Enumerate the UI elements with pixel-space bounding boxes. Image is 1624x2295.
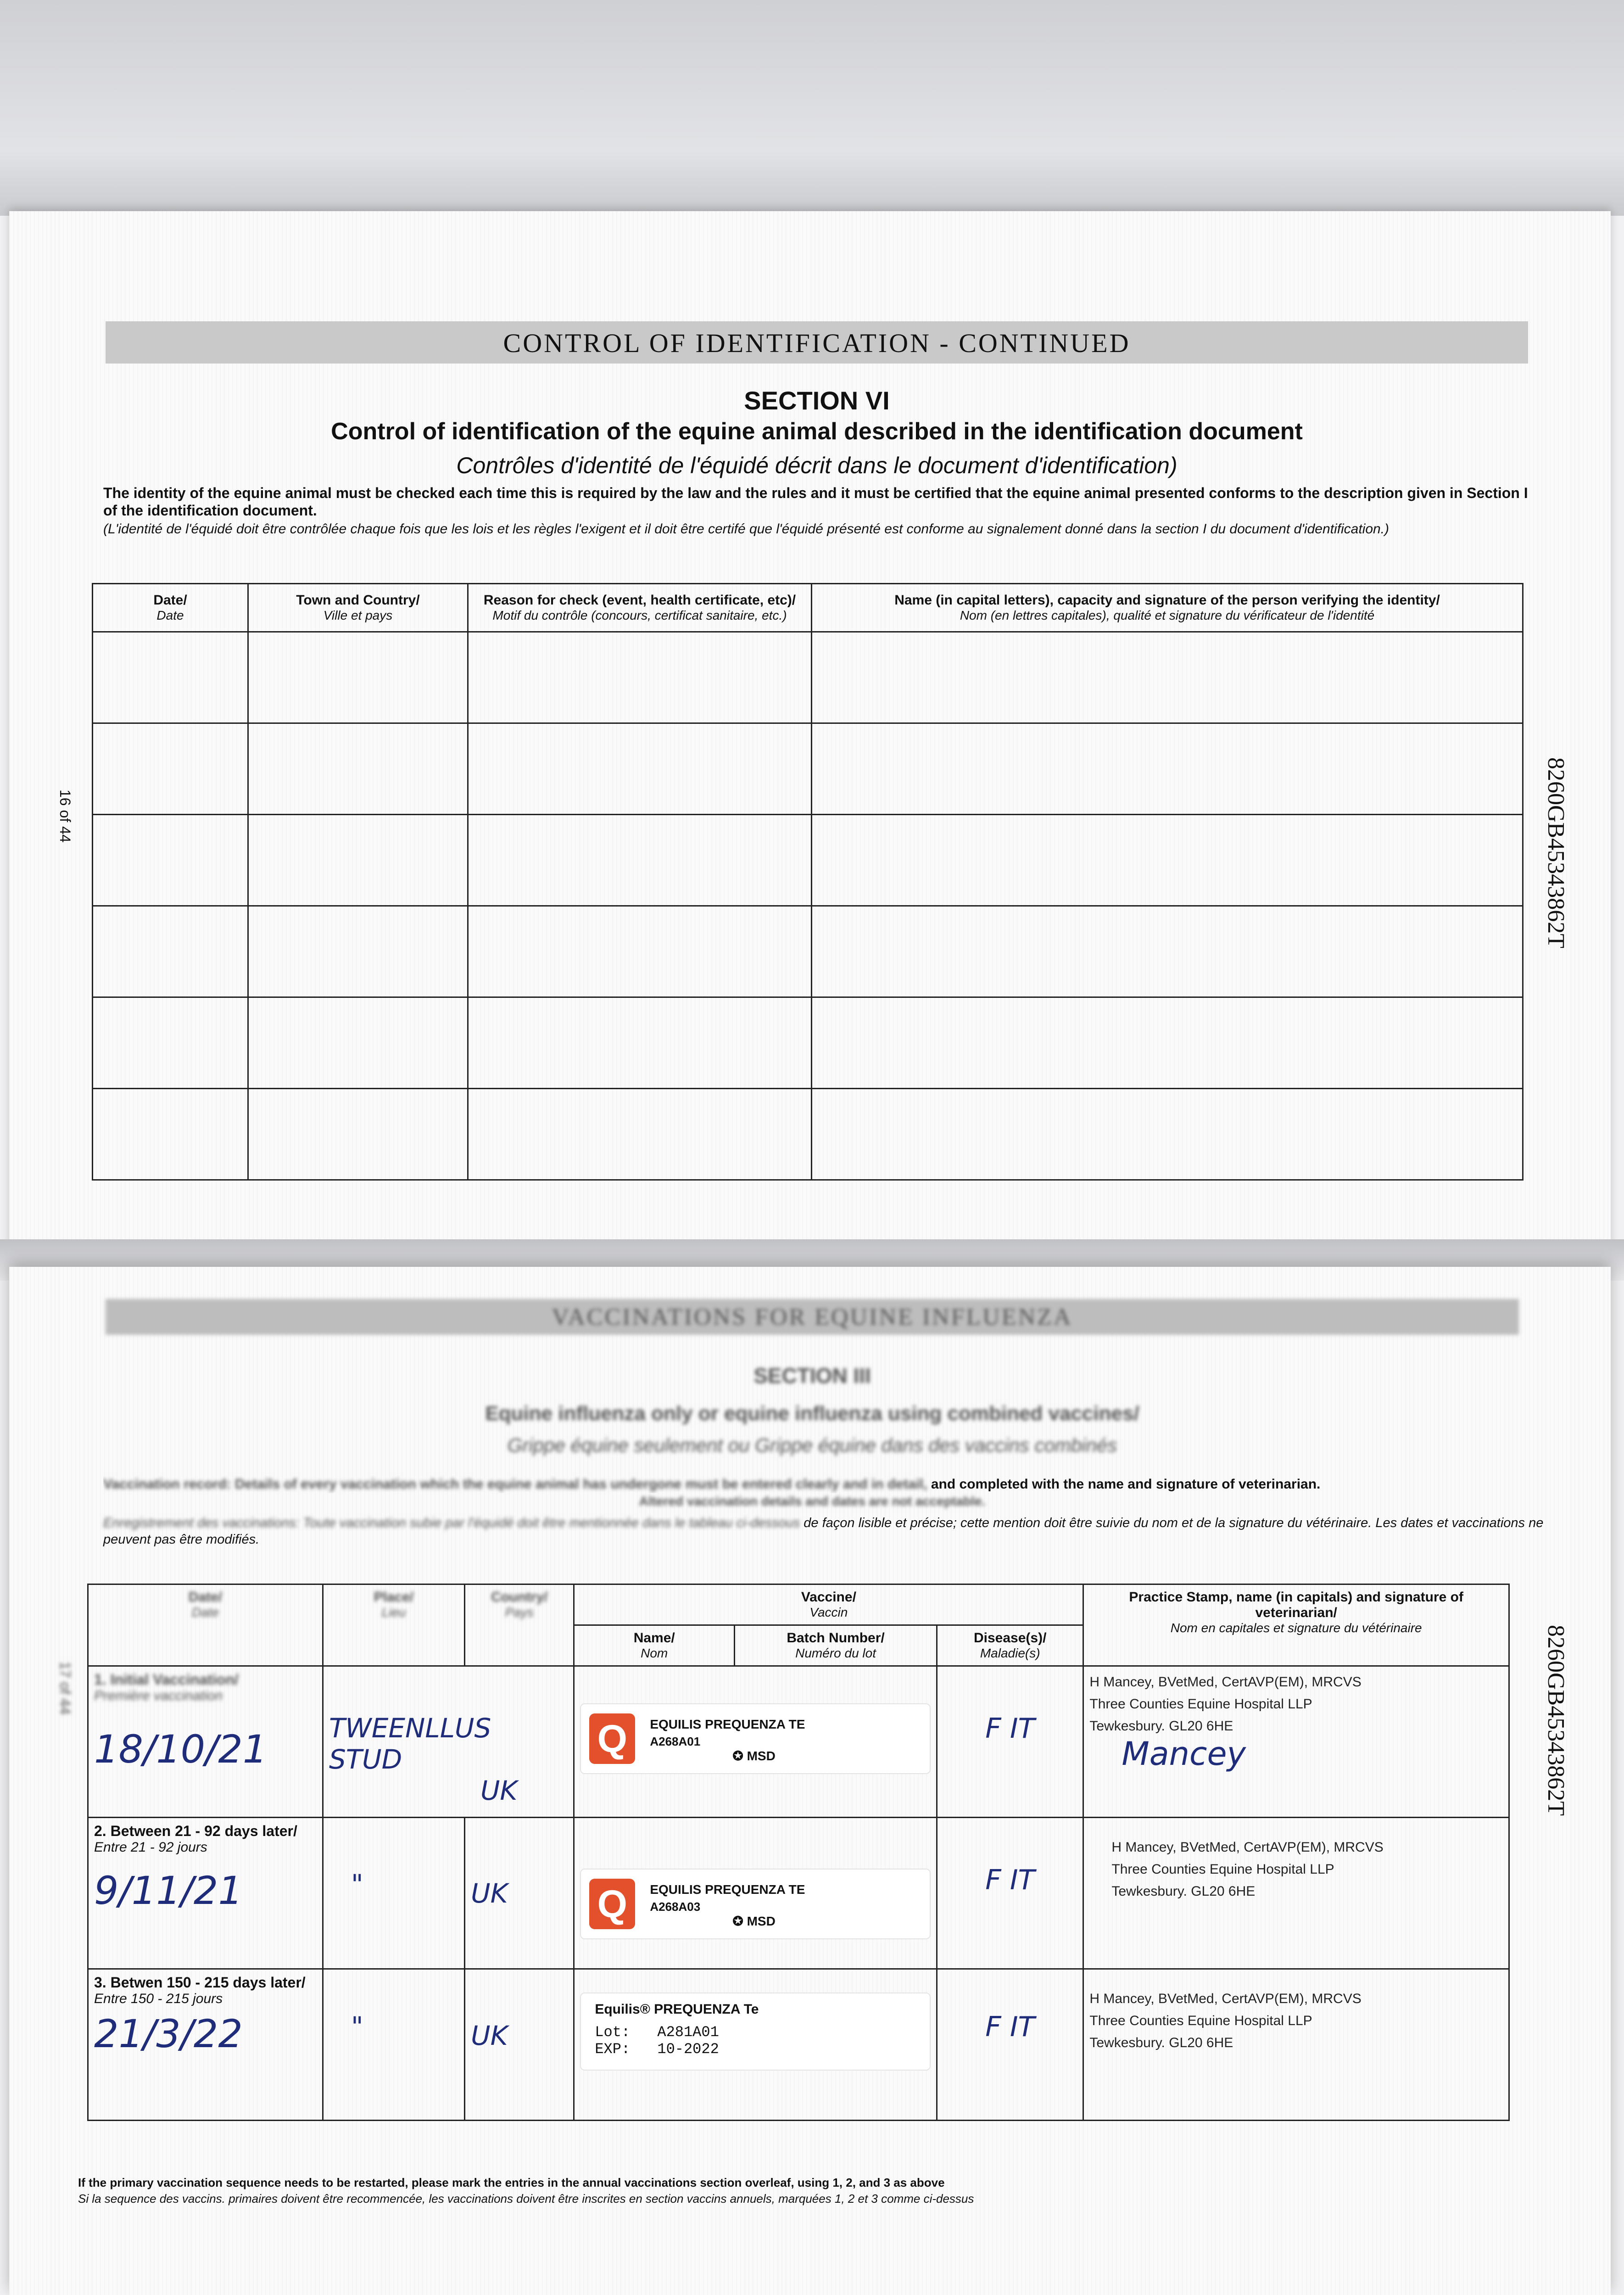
handwritten-date: 21/3/22 — [94, 2011, 243, 2056]
section3-intro-fr-clear: de façon lisible et précise; cette mention doit être suivie du nom et de la signature du vétérinaire. Les dates et vaccinations ne peuvent pas être modifiés. — [103, 1516, 1544, 1547]
vaccine-label-cell — [574, 1969, 937, 2121]
section-heading: SECTION VI — [744, 386, 890, 415]
handwritten-country: UK — [465, 1818, 574, 1969]
table-cell[interactable] — [812, 632, 1523, 723]
vet-stamp-cell — [1083, 1818, 1509, 1969]
vet-stamp-cell — [1083, 1969, 1509, 2121]
q-logo-icon: Q — [589, 1713, 635, 1764]
section3-intro-clear: and completed with the name and signature of veterinarian. — [931, 1477, 1321, 1492]
document-id-top: 8260GB45343862T — [1543, 757, 1569, 948]
table-cell[interactable] — [93, 1089, 248, 1180]
handwritten-date: 9/11/21 — [94, 1868, 243, 1913]
sticker-vaccine-name: EQUILIS PREQUENZA TE — [650, 1882, 805, 1897]
table-cell[interactable] — [468, 815, 812, 906]
sticker-batch: A268A01 — [650, 1735, 701, 1748]
section-banner: CONTROL OF IDENTIFICATION - CONTINUED — [106, 321, 1528, 364]
document-id-bottom: 8260GB45343862T — [1543, 1625, 1569, 1816]
handwritten-disease: F IT — [937, 1666, 1083, 1818]
table-row — [88, 1818, 1509, 1969]
header-name: Name/ Nom — [574, 1625, 735, 1666]
footnote-fr: Si la sequence des vaccins. primaires doivent être recommencée, les vaccinations doivent être inscrites en section vaccins annuels, marquées 1, 2 et 3 comme ci-dessus — [78, 2192, 974, 2205]
handwritten-place: " — [323, 1818, 464, 1969]
section-title: Control of identification of the equine animal described in the identification document — [331, 418, 1303, 445]
table-cell[interactable] — [93, 815, 248, 906]
stamp-line: Three Counties Equine Hospital LLP — [1089, 1696, 1312, 1712]
exp-label: EXP: — [595, 2041, 631, 2058]
section3-intro2: Altered vaccination details and dates are not acceptable. — [639, 1494, 986, 1508]
section-title-fr: Contrôles d'identité de l'équidé décrit dans le document d'identification) — [456, 453, 1178, 478]
table-cell[interactable] — [248, 906, 468, 997]
table-cell[interactable] — [812, 815, 1523, 906]
header-place: Place/ Lieu — [323, 1584, 464, 1666]
vaccination-table — [87, 1584, 1510, 2121]
table-cell[interactable] — [468, 723, 812, 815]
header-vaccine: Vaccine/ Vaccin — [574, 1584, 1083, 1625]
sticker-batch: A281A01 — [657, 2024, 719, 2041]
stamp-line: Three Counties Equine Hospital LLP — [1111, 1862, 1334, 1877]
table-cell[interactable] — [248, 632, 468, 723]
header-country: Country/ Pays — [465, 1584, 574, 1666]
table-cell[interactable] — [812, 1089, 1523, 1180]
section3-intro — [103, 1476, 1549, 1493]
stamp-line: H Mancey, BVetMed, CertAVP(EM), MRCVS — [1089, 1991, 1362, 2006]
q-logo-icon: Q — [589, 1879, 635, 1929]
sticker-exp-line — [595, 2041, 916, 2058]
identification-check-table — [92, 583, 1524, 1181]
table-header-row — [88, 1584, 1509, 1625]
section3-heading: SECTION III — [753, 1364, 871, 1388]
table-row — [93, 997, 1523, 1089]
handwritten-country: UK — [480, 1775, 518, 1806]
vaccine-sticker — [580, 1703, 931, 1774]
page-number-17: 17 of 44 — [57, 1662, 73, 1715]
table-row — [93, 1089, 1523, 1180]
row-label: 1. Initial Vaccination/ — [94, 1671, 239, 1688]
lot-label: Lot: — [595, 2024, 631, 2041]
sticker-vaccine-name: Equilis® PREQUENZA Te — [595, 2002, 759, 2017]
sticker-vaccine-name: EQUILIS PREQUENZA TE — [650, 1717, 805, 1731]
table-cell[interactable] — [468, 906, 812, 997]
handwritten-country: UK — [465, 1969, 574, 2121]
handwritten-place: TWEENLLUS STUD — [329, 1713, 491, 1775]
vet-signature: Mancey — [1122, 1735, 1246, 1773]
table-row — [88, 1666, 1509, 1818]
header-stamp: Practice Stamp, name (in capitals) and signature of veterinarian/ Nom en capitales et signature du vétérinaire — [1083, 1584, 1509, 1666]
handwritten-disease: F IT — [937, 1969, 1083, 2121]
footnote: If the primary vaccination sequence needs to be restarted, please mark the entries in the annual vaccinations section overleaf, using 1, 2, and 3 as above — [78, 2176, 945, 2189]
table-header-row — [93, 584, 1523, 632]
table-row — [93, 906, 1523, 997]
table-cell[interactable] — [248, 815, 468, 906]
table-cell[interactable] — [812, 997, 1523, 1089]
sticker-batch: A268A03 — [650, 1900, 701, 1914]
table-cell[interactable] — [812, 906, 1523, 997]
msd-logo: ✪ MSD — [732, 1748, 775, 1763]
vaccine-sticker-cell — [574, 1666, 937, 1818]
header-date: Date/ Date — [93, 584, 248, 632]
row-label-fr: Entre 150 - 215 jours — [94, 1991, 223, 2006]
scan-background — [0, 0, 1624, 216]
stamp-line: Tewkesbury. GL20 6HE — [1111, 1884, 1256, 1899]
section3-intro-fr — [103, 1515, 1544, 1548]
vet-stamp-cell — [1083, 1666, 1509, 1818]
stamp-line: Three Counties Equine Hospital LLP — [1089, 2013, 1312, 2028]
section3-intro-fr-blurred: Enregistrement des vaccinations: Toute vaccination subie par l'équidé doit être mentionnée dans le tableau ci-dessous — [103, 1516, 800, 1530]
table-row — [93, 815, 1523, 906]
header-reason: Reason for check (event, health certificate, etc)/ Motif du contrôle (concours, certificat sanitaire, etc.) — [468, 584, 812, 632]
table-cell[interactable] — [812, 723, 1523, 815]
row-label-fr: Entre 21 - 92 jours — [94, 1840, 207, 1855]
table-row — [88, 1969, 1509, 2121]
header-date: Date/ Date — [88, 1584, 323, 1666]
table-cell[interactable] — [468, 1089, 812, 1180]
section3-banner: VACCINATIONS FOR EQUINE INFLUENZA — [106, 1299, 1519, 1335]
handwritten-disease: F IT — [937, 1818, 1083, 1969]
section3-title-fr: Grippe équine seulement ou Grippe équine dans des vaccins combinés — [507, 1434, 1117, 1456]
table-row — [93, 632, 1523, 723]
table-cell[interactable] — [468, 997, 812, 1089]
handwritten-place: " — [323, 1969, 464, 2121]
sticker-exp: 10-2022 — [657, 2041, 719, 2058]
section-intro: The identity of the equine animal must be checked each time this is required by the law and the rules and it must be certified that the equine animal presented conforms to the description given in Section I of the identification document. — [103, 485, 1528, 519]
section3-intro-blurred: Vaccination record: Details of every vaccination which the equine animal has undergone must be entered clearly and in detail, — [103, 1477, 927, 1492]
sticker-lot-line — [595, 2024, 916, 2041]
table-cell[interactable] — [248, 997, 468, 1089]
header-batch: Batch Number/ Numéro du lot — [735, 1625, 937, 1666]
section-intro-fr: (L'identité de l'équidé doit être contrôlée chaque fois que les lois et les règles l'exigent et il doit être certifé que l'équidé présenté est conforme au signalement donné dans la section I du document d'identification.) — [103, 521, 1390, 537]
table-cell[interactable] — [93, 723, 248, 815]
table-row — [93, 723, 1523, 815]
stamp-line: Tewkesbury. GL20 6HE — [1089, 2035, 1233, 2050]
header-disease: Disease(s)/ Maladie(s) — [937, 1625, 1083, 1666]
row-label-cell — [88, 1818, 323, 1969]
table-cell[interactable] — [248, 723, 468, 815]
msd-logo: ✪ MSD — [732, 1914, 775, 1929]
place-country-cell — [323, 1666, 574, 1818]
stamp-line: Tewkesbury. GL20 6HE — [1089, 1718, 1233, 1734]
stamp-line: H Mancey, BVetMed, CertAVP(EM), MRCVS — [1111, 1840, 1384, 1855]
row-label-fr: Première vaccination — [94, 1688, 223, 1703]
table-cell[interactable] — [93, 906, 248, 997]
row-label: 2. Between 21 - 92 days later/ — [94, 1823, 297, 1839]
section3-title: Equine influenza only or equine influenza using combined vaccines/ — [485, 1402, 1139, 1425]
vaccine-sticker — [580, 1869, 931, 1939]
table-cell[interactable] — [93, 997, 248, 1089]
page-number-16: 16 of 44 — [57, 789, 73, 843]
table-cell[interactable] — [248, 1089, 468, 1180]
row-label: 3. Betwen 150 - 215 days later/ — [94, 1974, 306, 1991]
vaccine-sticker — [580, 1993, 931, 2071]
table-cell[interactable] — [468, 632, 812, 723]
header-verifier: Name (in capital letters), capacity and signature of the person verifying the identity/ Nom (en lettres capitales), qualité et signature du vérificateur de l'identité — [812, 584, 1523, 632]
vaccine-sticker-cell — [574, 1818, 937, 1969]
row-label-cell — [88, 1969, 323, 2121]
row-label-cell — [88, 1666, 323, 1818]
header-town-country: Town and Country/ Ville et pays — [248, 584, 468, 632]
stamp-line: H Mancey, BVetMed, CertAVP(EM), MRCVS — [1089, 1674, 1362, 1690]
handwritten-date: 18/10/21 — [94, 1727, 268, 1772]
table-cell[interactable] — [93, 632, 248, 723]
